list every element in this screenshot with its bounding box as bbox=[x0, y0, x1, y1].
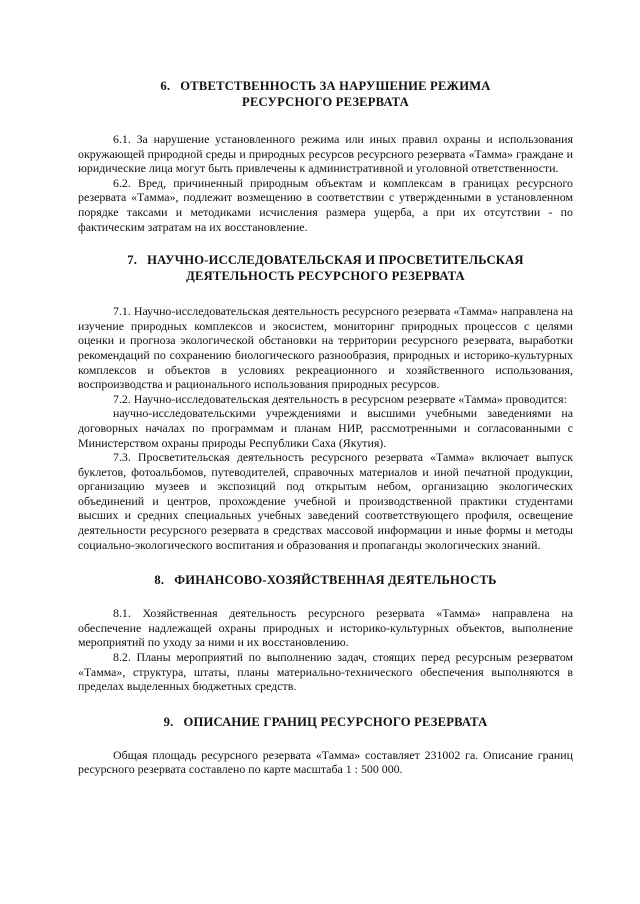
section-8 bbox=[78, 572, 573, 694]
section-9-title-text: ОПИСАНИЕ ГРАНИЦ РЕСУРСНОГО РЕЗЕРВАТА bbox=[183, 714, 488, 729]
section-6-number: 6. bbox=[160, 79, 171, 93]
section-7-line-2: ДЕЯТЕЛЬНОСТЬ РЕСУРСНОГО РЕЗЕРВАТА bbox=[186, 269, 465, 284]
section-8-number: 8. bbox=[154, 573, 165, 588]
paragraph-7-2: 7.2. Научно-исследовательская деятельность в ресурсном резервате «Тамма» проводится: bbox=[113, 391, 567, 406]
section-7-number: 7. bbox=[127, 253, 138, 268]
section-7-line-1 bbox=[127, 253, 523, 267]
section-9-title bbox=[78, 714, 573, 730]
paragraph-6-2: 6.2. Вред, причиненный природным объектам и комплексам в границах ресурсного резервата «Тамма», подлежит возмещению в соответствии с утвержденными в установленном порядке таксами и методиками исчисления размера ущерба, а при их отсутствии - по фактическим затратам на их восстановление. bbox=[78, 175, 573, 234]
section-7-title bbox=[78, 252, 573, 284]
section-6 bbox=[78, 78, 573, 234]
paragraph-7-3: 7.3. Просветительская деятельность ресурсного резервата «Тамма» включает выпуск буклетов, фотоальбомов, путеводителей, справочных материалов и иной печатной продукции, организацию музеев и экспозиций под открытым небом, организацию экологических объединений и центров, прохождение учебной и производственной практики студентами высших и средних специальных учебных заведений соответствующего профиля, освещение деятельности ресурсного резервата в средствах массовой информации и иные формы и методы социально-экологического воспитания и образования и пропаганды экологических знаний. bbox=[78, 450, 573, 552]
section-8-title-text: ФИНАНСОВО-ХОЗЯЙСТВЕННАЯ ДЕЯТЕЛЬНОСТЬ bbox=[174, 573, 497, 588]
section-6-line-2: РЕСУРСНОГО РЕЗЕРВАТА bbox=[242, 95, 409, 109]
paragraph-7-1: 7.1. Научно-исследовательская деятельность ресурсного резервата «Тамма» направлена на изучение природных комплексов и экосистем, мониторинг природных процессов с целями оценки и прогноза экологической обстановки на территории ресурсного резервата, выработки рекомендаций по сохранению биологического разнообразия, природных и историко-культурных комплексов и объектов в условиях рекреационного и хозяйственного использования, воспроизводства и рационального использования природных ресурсов. bbox=[78, 304, 573, 392]
section-6-title bbox=[78, 78, 573, 110]
paragraph-6-1: 6.1. За нарушение установленного режима или иных правил охраны и использования окружающей природной среды и природных ресурсов ресурсного резервата «Тамма» граждане и юридические лица могут быть привлечены к административной и уголовной ответственности. bbox=[78, 132, 573, 176]
section-9-number: 9. bbox=[163, 714, 174, 729]
section-7 bbox=[78, 252, 573, 552]
section-9 bbox=[78, 714, 573, 777]
paragraph-7-2-detail: научно-исследовательскими учреждениями и высшими учебными заведениями на договорных началах по программам и планам НИР, рассмотренными и согласованными с Министерством охраны природы Республики Саха (Якутия). bbox=[78, 406, 573, 450]
section-7-title-text: НАУЧНО-ИССЛЕДОВАТЕЛЬСКАЯ И ПРОСВЕТИТЕЛЬСКАЯ bbox=[147, 253, 524, 268]
section-6-line-1 bbox=[160, 79, 490, 93]
paragraph-8-1: 8.1. Хозяйственная деятельность ресурсного резервата «Тамма» направлена на обеспечение надлежащей охраны природных и историко-культурных объектов, выполнение мероприятий по уходу за ними и их восстановлению. bbox=[78, 606, 573, 650]
section-6-title-text: ОТВЕТСТВЕННОСТЬ ЗА НАРУШЕНИЕ РЕЖИМА bbox=[180, 79, 491, 93]
paragraph-8-2: 8.2. Планы мероприятий по выполнению задач, стоящих перед ресурсным резерватом «Тамма», структура, штаты, планы материально-технического обеспечения выполняются в пределах выделенных бюджетных средств. bbox=[78, 650, 573, 694]
paragraph-9-1: Общая площадь ресурсного резервата «Тамма» составляет 231002 га. Описание границ ресурсного резервата составлено по карте масштаба 1 : 500 000. bbox=[78, 747, 573, 777]
section-8-title bbox=[78, 572, 573, 588]
